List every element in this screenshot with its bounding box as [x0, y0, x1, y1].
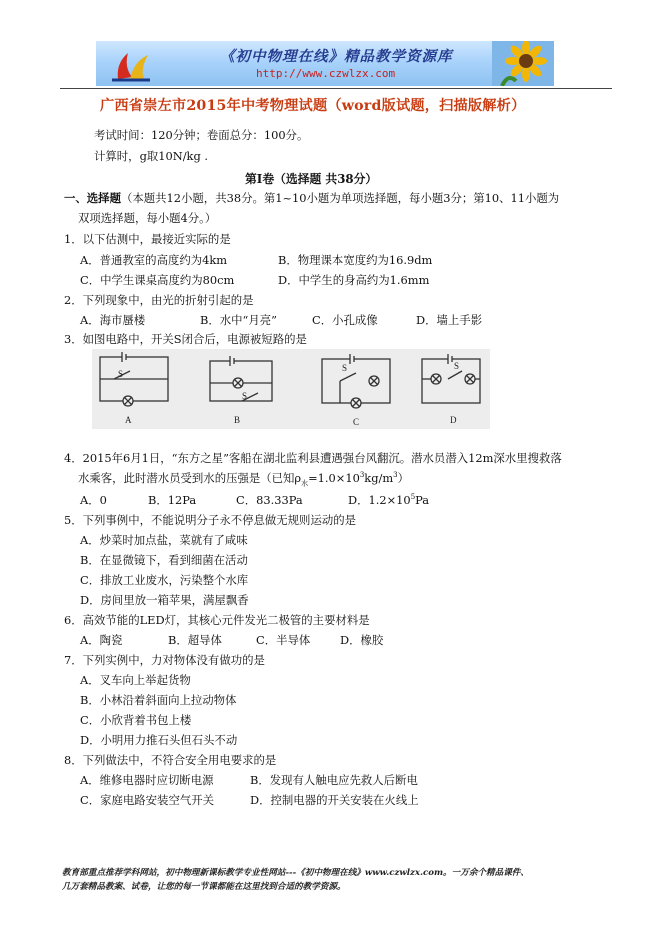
circuit-c — [322, 354, 390, 408]
circuit-a-switch-label: S — [118, 369, 124, 379]
part1-desc: （本题共12小题，共38分。第1~10小题为单项选择题，每小题3分；第10、11小题为 — [120, 191, 560, 205]
circuit-b-switch-label: S — [242, 391, 248, 401]
q8-option-c: C．家庭电路安装空气开关 — [80, 793, 215, 807]
q4-option-b: B．12Pa — [148, 493, 197, 507]
q1-option-d: D．中学生的身高约为1.6mm — [278, 273, 430, 287]
section-title: 第Ⅰ卷（选择题 共38分） — [245, 172, 378, 186]
circuit-c-label: C — [353, 417, 360, 427]
q8-stem: 8．下列做法中，不符合安全用电要求的是 — [64, 753, 277, 767]
header-banner — [96, 41, 554, 86]
part1-header — [64, 190, 559, 206]
circuit-diagrams — [92, 349, 490, 429]
q8-option-a: A．维修电器时应切断电源 — [80, 773, 214, 787]
q6-option-d: D．橡胶 — [340, 633, 384, 647]
circuit-c-switch-label: S — [342, 363, 348, 373]
circuit-a-label: A — [125, 415, 132, 425]
q7-option-a: A．叉车向上举起货物 — [80, 673, 191, 687]
circuit-d-label: D — [450, 415, 457, 425]
q8-option-b: B．发现有人触电应先救人后断电 — [250, 773, 418, 787]
q4-option-c: C．83.33Pa — [236, 493, 303, 507]
q7-option-c: C．小欣背着书包上楼 — [80, 713, 192, 727]
q5-stem: 5．下列事例中，不能说明分子永不停息做无规则运动的是 — [64, 513, 357, 527]
q1-stem: 1．以下估测中，最接近实际的是 — [64, 232, 231, 246]
q2-option-a: A．海市蜃楼 — [80, 313, 146, 327]
q2-option-c: C．小孔成像 — [312, 313, 378, 327]
q4-stem-line2: 水乘客，此时潜水员受到水的压强是（已知$\rho_水=1.0\times 10^3kg/m^3$） — [78, 471, 410, 488]
q1-option-c: C．中学生课桌高度约为80cm — [80, 273, 235, 287]
part1-label: 一、选择题 — [64, 191, 121, 205]
q1-option-b: B．物理课本宽度约为16.9dm — [278, 253, 433, 267]
page-title: 广西省崇左市2015年中考物理试题（word版试题，扫描版解析） — [100, 98, 526, 114]
circuit-d — [422, 354, 480, 403]
q6-option-a: A．陶瓷 — [80, 633, 123, 647]
circuit-b-label: B — [234, 415, 241, 425]
q5-option-a: A．炒菜时加点盐，菜就有了咸味 — [80, 533, 248, 547]
banner-url[interactable]: http://www.czwlzx.com — [256, 67, 396, 80]
q6-option-b: B．超导体 — [168, 633, 222, 647]
q2-stem: 2．下列现象中，由光的折射引起的是 — [64, 293, 254, 307]
q7-option-d: D．小明用力推石头但石头不动 — [80, 733, 238, 747]
q6-option-c: C．半导体 — [256, 633, 311, 647]
q2-option-b: B．水中“月亮” — [200, 313, 277, 327]
circuit-b — [210, 356, 272, 401]
q5-option-b: B．在显微镜下，看到细菌在活动 — [80, 553, 248, 567]
exam-info-time: 考试时间：120分钟；卷面总分：100分。 — [94, 128, 309, 142]
sunflower-icon — [492, 41, 554, 86]
q7-stem: 7．下列实例中，力对物体没有做功的是 — [64, 653, 265, 667]
circuit-d-switch-label: S — [454, 361, 460, 371]
q4-stem-line1: 4．2015年6月1日，“东方之星”客船在湖北监利县遭遇强台风翻沉。潜水员潜入12m深水里搜救落 — [64, 451, 562, 465]
banner-title: 《初中物理在线》精品教学资源库 — [220, 49, 453, 65]
q5-option-d: D．房间里放一箱苹果，满屋飘香 — [80, 593, 249, 607]
q4-option-d: D．$1.2\times 10^5Pa$ — [348, 493, 430, 507]
circuit-a — [100, 352, 168, 406]
q8-option-d: D．控制电器的开关安装在火线上 — [250, 793, 419, 807]
site-logo-icon — [108, 45, 154, 83]
q7-option-b: B．小林沿着斜面向上拉动物体 — [80, 693, 237, 707]
header-rule — [60, 88, 612, 89]
q6-stem: 6．高效节能的LED灯，其核心元件发光二极管的主要材料是 — [64, 613, 370, 627]
footer-line-1: 教育部重点推荐学科网站，初中物理新课标教学专业性网站---《初中物理在线》www.czwlzx.com。一万余个精品课件、 — [62, 868, 529, 878]
footer-line-2: 几万套精品教案、试卷，让您的每一节课都能在这里找到合适的教学资源。 — [62, 882, 346, 892]
q2-option-d: D．墙上手影 — [416, 313, 483, 327]
q1-option-a: A．普通教室的高度约为4km — [80, 253, 228, 267]
exam-info-g: 计算时，g取10N/kg . — [94, 149, 208, 163]
q5-option-c: C．排放工业废水，污染整个水库 — [80, 573, 249, 587]
q4-option-a: A．0 — [80, 493, 107, 507]
q3-stem: 3．如图电路中，开关S闭合后，电源被短路的是 — [64, 332, 307, 346]
part1-desc-2: 双项选择题，每小题4分。） — [78, 211, 217, 225]
